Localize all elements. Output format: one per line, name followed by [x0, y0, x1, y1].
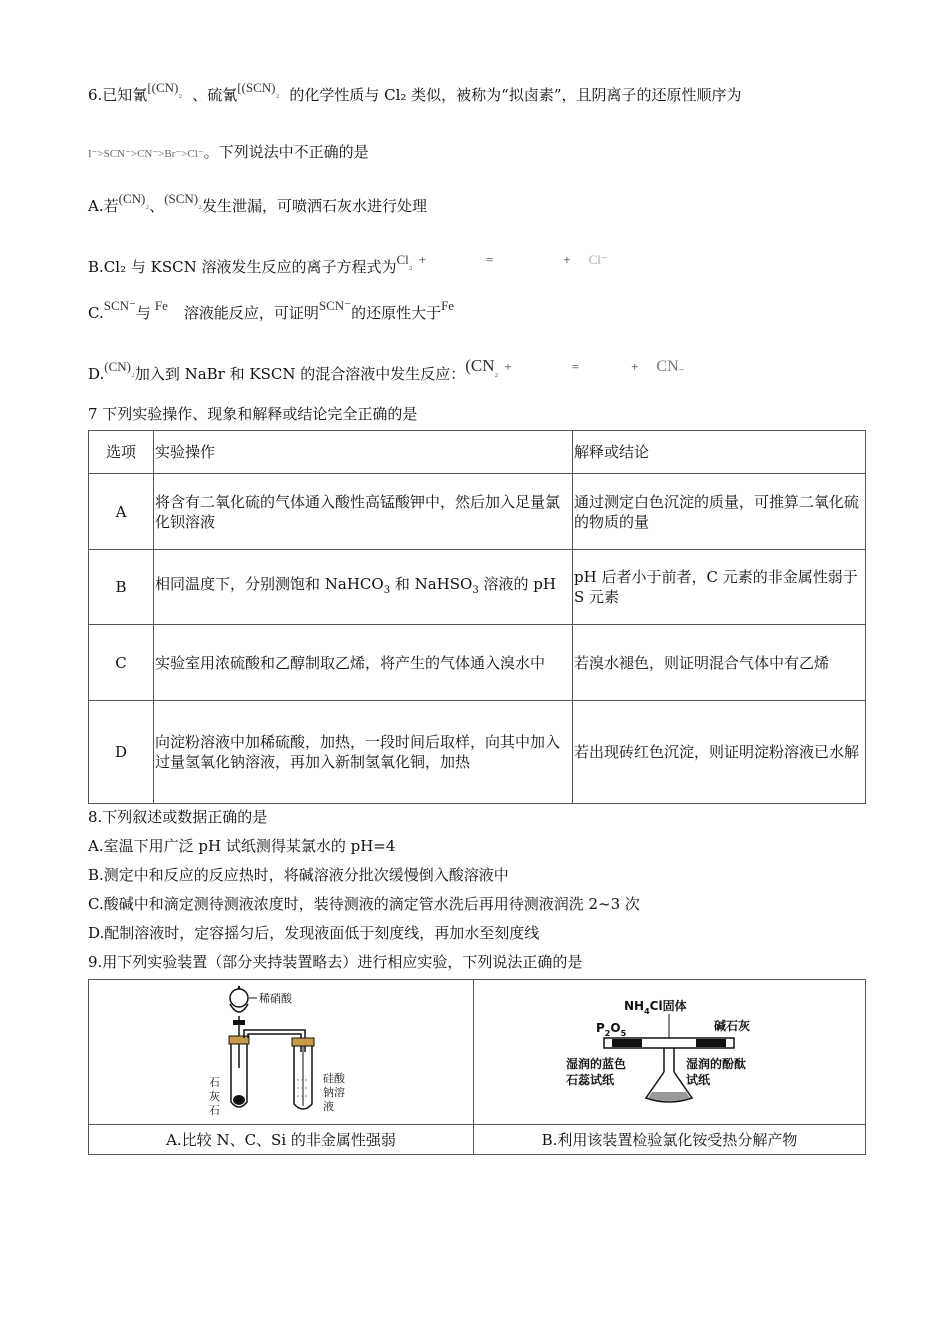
label-soda-lime: 碱石灰	[714, 1019, 751, 1033]
row-conclusion: 通过测定白色沉淀的质量，可推算二氧化硫的物质的量	[573, 474, 866, 550]
q6-stem-line1	[88, 80, 742, 107]
row-option: C	[89, 625, 154, 701]
label-dilute-nitric-acid: 稀硝酸	[259, 992, 292, 1005]
apparatus-b-cell	[474, 980, 866, 1125]
plus-sign: +	[418, 252, 426, 267]
label-nh4cl-solid: $NH_4Cl$固体	[624, 999, 687, 1016]
apparatus-a-cell	[89, 980, 474, 1125]
table-row	[89, 550, 866, 625]
q6-option-c: C.SCN⁻与 Fe 溶液能反应，可证明SCN⁻的还原性大于Fe	[88, 298, 455, 322]
q9-stem: 9.用下列实验装置（部分夹持装置略去）进行相应实验，下列说法正确的是	[88, 953, 583, 971]
formula-scn2: [$(SCN)_{_2}$	[237, 80, 280, 99]
q6-stem-mid: 、硫氰	[192, 86, 238, 104]
row-option: A	[89, 474, 154, 550]
q6-option-a: A.若$(CN)_{_2}$、$(SCN)_{_2}$发生泄漏，可喷洒石灰水进行处理	[88, 191, 427, 215]
caption-a: A.比较 N、C、Si 的非金属性强弱	[89, 1125, 474, 1155]
apparatus-b-diagram	[474, 980, 866, 1120]
plus-sign: +	[504, 359, 512, 374]
row-operation: 相同温度下，分别测饱和 NaHCO$_3$ 和 NaHSO$_3$ 溶液的 pH	[154, 550, 573, 625]
formula-cn-ion: $CN_{^-}$	[656, 358, 685, 378]
table-header-row	[89, 431, 866, 474]
formula-cn2: $(CN)_{_2}$	[104, 359, 135, 378]
label-phenolphthalein-2: 试纸	[686, 1073, 711, 1087]
header-option: 选项	[89, 431, 154, 474]
header-conclusion: 解释或结论	[573, 431, 866, 474]
q8-option-b: B.测定中和反应的反应热时，将碱溶液分批次缓慢倒入酸溶液中	[88, 866, 509, 884]
formula-scn-ion: SCN⁻	[318, 298, 352, 313]
plus-sign: +	[563, 252, 571, 267]
q8-option-d: D.配制溶液时，定容摇匀后，发现液面低于刻度线，再加水至刻度线	[88, 924, 540, 942]
label-blue-litmus-2: 石蕊试纸	[566, 1073, 615, 1087]
q7-stem: 7 下列实验操作、现象和解释或结论完全正确的是	[88, 405, 418, 423]
q6-stem-pre: 6.已知氰	[88, 86, 148, 104]
q8-option-c: C.酸碱中和滴定测待测液浓度时，装待测液的滴定管水洗后再用待测液润洗 2~3 次	[88, 895, 640, 913]
formula-cn2-eq: ($CN_{_2}$	[465, 356, 499, 378]
q6-stem-post: 的化学性质与 Cl₂ 类似，被称为“拟卤素”，且阴离子的还原性顺序为	[289, 86, 742, 104]
formula-cl2: $Cl_{_2}$	[396, 252, 413, 271]
q6-option-b: B.Cl₂ 与 KSCN 溶液发生反应的离子方程式为$Cl_{_2}$ + = + Cl⁻	[88, 252, 608, 276]
row-option: D	[89, 701, 154, 804]
label-limestone-3: 石	[209, 1104, 220, 1117]
formula-fe: Fe	[441, 298, 455, 313]
row-conclusion: 若溴水褪色，则证明混合气体中有乙烯	[573, 625, 866, 701]
label-blue-litmus-1: 湿润的蓝色	[566, 1057, 627, 1071]
label-p2o5: $P_2O_5$	[596, 1021, 627, 1038]
label-limestone-1: 石	[209, 1076, 220, 1089]
q6-stem-line2-post: 。下列说法中不正确的是	[203, 143, 369, 161]
row-option: B	[89, 550, 154, 625]
row-operation: 将含有二氧化硫的气体通入酸性高锰酸钾中，然后加入足量氯化钡溶液	[154, 474, 573, 550]
row-conclusion: pH 后者小于前者，C 元素的非金属性弱于 S 元素	[573, 550, 866, 625]
row-conclusion: 若出现砖红色沉淀，则证明淀粉溶液已水解	[573, 701, 866, 804]
label-sodium-silicate-3: 液	[323, 1100, 334, 1113]
label-sodium-silicate-2: 钠溶	[323, 1086, 345, 1099]
caption-b: B.利用该装置检验氯化铵受热分解产物	[474, 1125, 866, 1155]
formula-reducibility-order: I⁻>SCN⁻>CN⁻>Br⁻>Cl⁻	[88, 148, 204, 160]
equals-sign: =	[571, 359, 580, 374]
label-sodium-silicate-1: 硅酸	[323, 1072, 345, 1085]
formula-scn2: $(SCN)_{_2}$	[164, 191, 202, 210]
table-row	[89, 701, 866, 804]
formula-cl-ion: Cl⁻	[588, 252, 608, 267]
formula-cn2: [$(CN)_{_2}$	[147, 80, 183, 99]
q8-stem: 8.下列叙述或数据正确的是	[88, 808, 268, 826]
plus-sign: +	[631, 359, 639, 374]
q9-table	[88, 979, 866, 1155]
label-limestone-2: 灰	[209, 1090, 220, 1103]
formula-fe: Fe	[154, 298, 168, 313]
q6-option-d: $D.(CN)_{_2}$加入到 NaBr 和 KSCN 的混合溶液中发生反应：($CN_{_2}$ + = + $CN_{^-}$	[88, 356, 685, 383]
label-phenolphthalein-1: 湿润的酚酞	[686, 1057, 747, 1071]
row-operation: 实验室用浓硫酸和乙醇制取乙烯，将产生的气体通入溴水中	[154, 625, 573, 701]
equals-sign: =	[485, 252, 494, 267]
formula-scn-ion: SCN⁻	[103, 298, 136, 313]
formula-cn2: $(CN)_{_2}$	[118, 191, 150, 210]
table-row	[89, 474, 866, 550]
q7-table	[88, 430, 866, 804]
header-operation: 实验操作	[154, 431, 573, 474]
table-row	[89, 625, 866, 701]
apparatus-a-diagram	[89, 980, 474, 1120]
row-operation: 向淀粉溶液中加稀硫酸，加热，一段时间后取样，向其中加入过量氢氧化钠溶液，再加入新制氢氧化铜，加热	[154, 701, 573, 804]
q6-stem-line2	[88, 142, 369, 164]
q8-option-a: A.室温下用广泛 pH 试纸测得某氯水的 pH=4	[88, 837, 396, 855]
